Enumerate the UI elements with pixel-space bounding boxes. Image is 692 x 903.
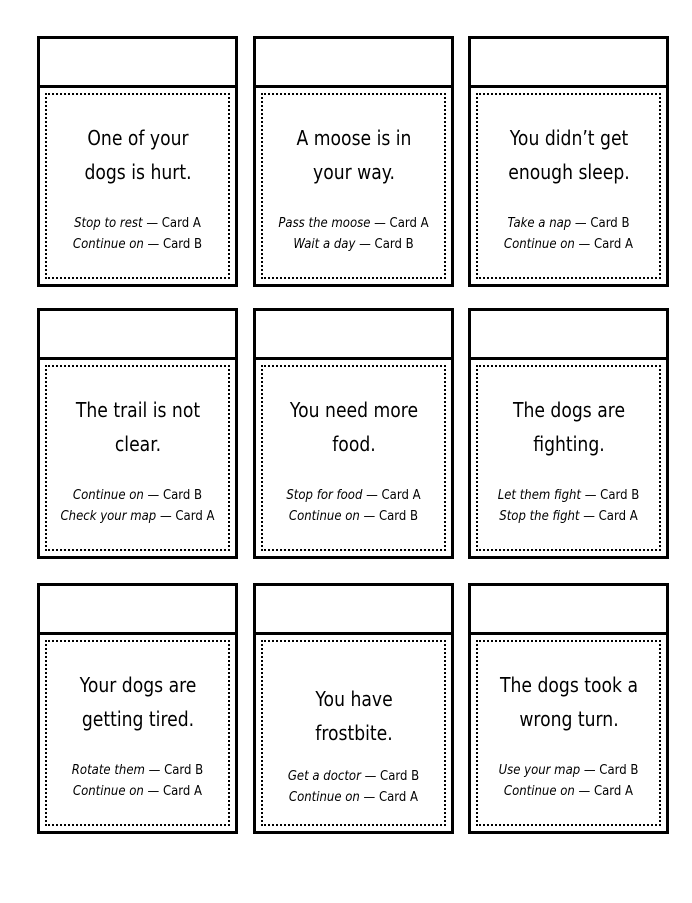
card-prompt: You need more food. <box>289 398 418 456</box>
card-choices <box>47 213 228 255</box>
choice-action: Continue on <box>72 237 144 252</box>
card-body <box>476 640 661 826</box>
choice-destination: — Card B <box>144 763 204 778</box>
choice-2 <box>56 234 219 255</box>
card-choices <box>47 485 228 527</box>
choice-destination: — Card A <box>579 509 638 524</box>
card-prompt: The trail is not clear. <box>75 398 200 456</box>
choice-1 <box>56 213 219 234</box>
choice-1 <box>487 760 650 781</box>
choice-action: Take a nap <box>507 216 572 231</box>
choice-action: Wait a day <box>293 237 356 252</box>
card-6 <box>468 308 669 559</box>
card-prompt: Your dogs are getting tired. <box>79 673 196 731</box>
choice-1 <box>272 766 435 787</box>
choice-action: Continue on <box>72 488 144 503</box>
choice-1 <box>487 485 650 506</box>
choice-2 <box>56 506 219 527</box>
choice-action: Continue on <box>72 784 144 799</box>
choice-destination: — Card A <box>143 784 203 799</box>
card-9 <box>468 583 669 834</box>
choice-action: Stop for food <box>286 488 363 503</box>
choice-1 <box>56 760 219 781</box>
card-header <box>256 586 451 635</box>
choice-destination: — Card A <box>574 237 634 252</box>
choice-action: Get a doctor <box>287 769 361 784</box>
card-prompt: A moose is in your way. <box>296 126 411 184</box>
card-header <box>471 586 666 635</box>
choice-action: Continue on <box>503 237 575 252</box>
choice-destination: — Card B <box>571 216 630 231</box>
card-prompt: One of your dogs is hurt. <box>83 126 192 184</box>
choice-1 <box>272 485 435 506</box>
card-header <box>256 39 451 88</box>
card-choices <box>263 485 444 527</box>
choice-destination: — Card A <box>359 790 419 805</box>
card-choices <box>478 760 659 802</box>
choice-2 <box>272 506 435 527</box>
card-header <box>471 311 666 360</box>
choice-destination: — Card A <box>370 216 429 231</box>
choice-action: Use your map <box>498 763 581 778</box>
choice-action: Continue on <box>288 509 360 524</box>
card-prompt: You have frostbite. <box>314 687 393 745</box>
choice-destination: — Card A <box>574 784 634 799</box>
card-header <box>471 39 666 88</box>
choice-2 <box>272 234 435 255</box>
choice-action: Pass the moose <box>278 216 371 231</box>
choice-destination: — Card A <box>156 509 215 524</box>
card-header <box>40 39 235 88</box>
card-7 <box>37 583 238 834</box>
choice-action: Check your map <box>60 509 157 524</box>
choice-action: Stop to rest <box>74 216 143 231</box>
card-body <box>476 365 661 551</box>
card-body <box>45 93 230 279</box>
choice-destination: — Card A <box>362 488 421 503</box>
choice-destination: — Card B <box>143 237 203 252</box>
card-body <box>45 365 230 551</box>
card-body <box>261 93 446 279</box>
choice-2 <box>487 781 650 802</box>
choice-action: Let them fight <box>497 488 582 503</box>
choice-action: Rotate them <box>71 763 145 778</box>
card-body <box>261 365 446 551</box>
card-header <box>40 311 235 360</box>
choice-2 <box>272 787 435 808</box>
choice-destination: — Card B <box>359 509 419 524</box>
card-2 <box>253 36 454 287</box>
choice-destination: — Card B <box>580 763 639 778</box>
card-choices <box>263 766 444 808</box>
card-prompt: You didn’t get enough sleep. <box>507 126 630 184</box>
choice-2 <box>487 234 650 255</box>
choice-1 <box>272 213 435 234</box>
card-body <box>45 640 230 826</box>
card-prompt: The dogs took a wrong turn. <box>499 673 638 731</box>
choice-1 <box>487 213 650 234</box>
card-3 <box>468 36 669 287</box>
card-header <box>256 311 451 360</box>
card-choices <box>47 760 228 802</box>
choice-destination: — Card A <box>142 216 201 231</box>
choice-action: Stop the fight <box>499 509 580 524</box>
card-4 <box>37 308 238 559</box>
choice-destination: — Card B <box>581 488 640 503</box>
card-body <box>261 640 446 826</box>
choice-action: Continue on <box>503 784 575 799</box>
card-header <box>40 586 235 635</box>
choice-1 <box>56 485 219 506</box>
choice-2 <box>56 781 219 802</box>
card-1 <box>37 36 238 287</box>
card-prompt: The dogs are fighting. <box>512 398 625 456</box>
choice-action: Continue on <box>288 790 360 805</box>
choice-2 <box>487 506 650 527</box>
card-choices <box>478 213 659 255</box>
choice-destination: — Card B <box>360 769 420 784</box>
choice-destination: — Card B <box>355 237 414 252</box>
card-8 <box>253 583 454 834</box>
card-5 <box>253 308 454 559</box>
card-choices <box>478 485 659 527</box>
card-body <box>476 93 661 279</box>
choice-destination: — Card B <box>143 488 203 503</box>
card-choices <box>263 213 444 255</box>
